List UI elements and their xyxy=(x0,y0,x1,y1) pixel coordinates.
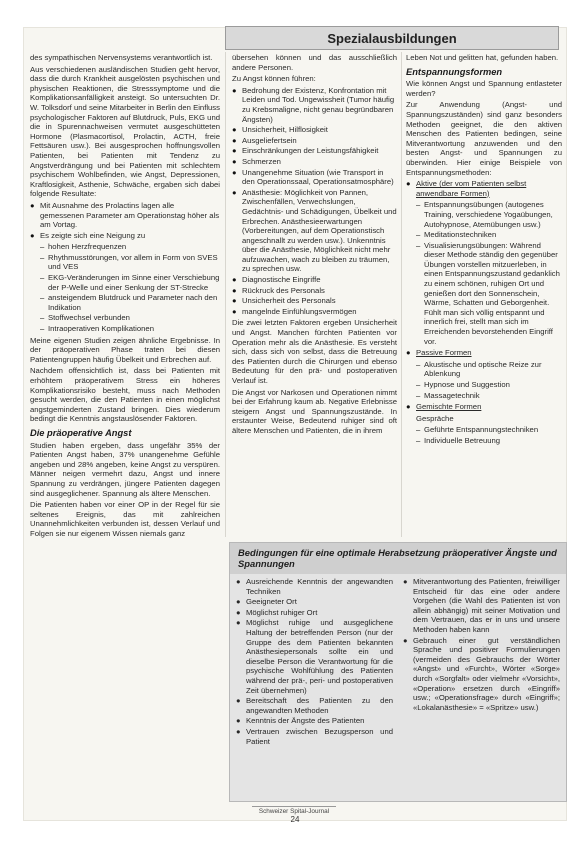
list-item: ● Aktive (der vom Patienten selbst anwendbare Formen) xyxy=(406,179,562,198)
dash-list xyxy=(406,425,562,445)
list-item: – ansteigendem Blutdruck und Parameter nach den Indikation xyxy=(38,293,220,312)
list-item: ● Unangenehme Situation (wie Transport in den Operationssaal, Operationsatmosphäre) xyxy=(232,168,397,187)
paragraph: Die Angst vor Narkosen und Operationen nimmt bei der Erfahrung kaum ab. Negative Erlebnisse steigern Angst und Spannungszustände. In erstaunter Weise, Bedeutend ruhiger sind oft ältere Menschen und Patienten, die in ihrem xyxy=(232,387,397,435)
paragraph: Leben Not und gelitten hat, gefunden haben. xyxy=(406,53,559,62)
box-columns xyxy=(236,577,560,747)
list-item: – Stoffwechsel verbunden xyxy=(38,313,220,323)
list-item: – Massagetechnik xyxy=(414,391,562,401)
paragraph: Die zwei letzten Faktoren ergeben Unsicherheit und Angst. Manchen fürchten Patienten vor Operation mehr als die Anästhesie. Es versteht sich, dass sich von selbst, dass die Betreuung des Patienten durch die Chirurgen und ebenso Bedeutung für den prä- und postoperativen Verlauf ist. xyxy=(232,318,397,385)
list-item: – Rhythmusstörungen, vor allem in Form von SVES und VES xyxy=(38,253,220,272)
list-item: ● Möglichst ruhiger Ort xyxy=(236,608,393,618)
list-item: ● Anästhesie: Möglichkeit von Pannen, Zwischenfällen, Verwechslungen, Gedächtnis- und Schädigungen, Übelkeit und Erbrechen. Anästhesieerwartungen (Vorbereitungen, auf dem Operationstisch angeschnallt zu werden usw.). Unkenntnis über die Anästhesie, Möglichkeit nicht mehr aufzuwachen, wach zu bleiben zu träumen, zu sprechen usw. xyxy=(232,188,397,274)
paragraph: Zu Angst können führen: xyxy=(232,74,316,84)
box-list-right xyxy=(403,577,560,747)
list-item: ● Unsicherheit, Hilflosigkeit xyxy=(232,125,397,135)
paragraph: Die Patienten haben vor einer OP in der Regel für sie seltenes Ereignis, das mit zahlreichen Unannehmlichkeiten verbunden ist, dessen Verlauf und Folgen sie nur eigenem Wissen niemals ganz xyxy=(30,500,220,538)
section-title: Spezialausbildungen xyxy=(327,30,457,46)
list-item: – Intraoperativen Komplikationen xyxy=(38,324,220,334)
list-item: – Geführte Entspannungstechniken xyxy=(414,425,562,435)
column-right xyxy=(406,53,562,448)
column-left xyxy=(30,53,220,541)
list-item: ● Rückruck des Personals xyxy=(232,286,397,296)
bullet-list xyxy=(232,86,397,317)
list-item: ● Möglichst ruhige und ausgeglichene Haltung der betreffenden Person (nur der Gruppe des dem Patienten bekannten Anästhesiepersonals sollte ein und dieselbe Person die Verantwortung für die psychische Wohlfühlung des Patienten während der prä-, peri- und postoperativen Zeit übernehmen) xyxy=(236,618,393,695)
page-number: 24 xyxy=(290,815,300,824)
list-item: – Individuelle Betreuung xyxy=(414,436,562,446)
bullet-list xyxy=(406,348,562,358)
list-item: – hohen Herzfrequenzen xyxy=(38,242,220,252)
list-item: ● Bereitschaft des Patienten zu den angewandten Methoden xyxy=(236,696,393,715)
list-item: – Entspannungsübungen (autogenes Training, verschiedene Yogaübungen, Autohypnose, Atemübungen usw.) xyxy=(414,200,562,229)
list-item: ● Diagnostische Eingriffe xyxy=(232,275,397,285)
list-item: – EKG-Veränderungen im Sinne einer Verschiebung der P-Welle und einer Senkung der ST-Strecke xyxy=(38,273,220,292)
list-item: ● Kenntnis der Ängste des Patienten xyxy=(236,716,393,726)
list-item: ● Bedrohung der Existenz, Konfrontation mit Leiden und Tod. Ungewissheit (Tumor häufig zu Krebsmaligne, nicht genau begründbaren Ängsten) xyxy=(232,86,397,124)
list-item: ● Mitverantwortung des Patienten, freiwilliger Entscheid für das eine oder andere Vorgehen (die Wahl des Patienten ist von allein abhängig) mit seiner Motivation und dem Vertrauen, das er in uns und unsere Methoden haben kann xyxy=(403,577,560,635)
paragraph: Nachdem offensichtlich ist, dass bei Patienten mit erhöhtem präoperativem Stress ein höheres Komplikationsrisiko besteht, muss nach Methoden gesucht werden, die den Patienten in einen möglichst angstgeminderten Zustand bringen. Dies wiederum bedingt die Kenntnis angstauslösender Faktoren. xyxy=(30,366,220,424)
list-item: ● Gemischte Formen xyxy=(406,402,562,412)
dash-list xyxy=(406,200,562,346)
box-list-left xyxy=(236,577,393,747)
column-divider xyxy=(225,52,226,537)
list-item: ● Passive Formen xyxy=(406,348,562,358)
paragraph: übersehen können und das ausschließlich andere Personen. xyxy=(232,53,397,72)
list-item: ● Es zeigte sich eine Neigung zu xyxy=(30,231,220,241)
list-item: ● Mit Ausnahme des Prolactins lagen alle gemessenen Parameter am Operationstag höher als am Vortag. xyxy=(30,201,220,230)
paragraph: Gespräche xyxy=(416,413,454,423)
column-divider xyxy=(401,52,402,537)
list-item: ● Schmerzen xyxy=(232,157,397,167)
paragraph: Wie können Angst und Spannung entlasteter werden? xyxy=(406,79,562,98)
list-item: ● Ausgeliefertsein xyxy=(232,136,397,146)
list-item: – Visualisierungsübungen: Während dieser Methode ständig den gegenüber Übungen vorstellen mitzuerleben, in einen Entspannungszustand gedanklich zu einem schönen, ruhigen Ort und genießen dort den Sonnenschein, Wärme, Schatten und Geborgenheit. Fühlt man sich völlig entspannt und innerlich frei, stellt man sich im Erreichenden bevorstehenden Eingriff vor. xyxy=(414,241,562,347)
list-item: – Hypnose und Suggestion xyxy=(414,380,562,390)
bullet-list xyxy=(406,179,562,198)
paragraph: Aus verschiedenen ausländischen Studien geht hervor, dass die durch Krankheit ausgelösten psychischen und physischen Reaktionen, die Stresssymptome und die Komplikationsanfälligkeit ansteigt. So untersuchten Dr. W. Tolksdorf und seine Mitarbeiter in Berlin den Einfluss psychologischer Faktoren auf Blutdruck, Puls, EKG und die in Spurennachweisen vermutet ausgeschütteten Hormone (Plasmacortisol, Prolactin, ACTH, freie Fettsäuren usw.). Bei ausgesprochen hoffnungsvollen Patienten, bei Patienten mit Tendenz zu Angstverdrängung und bei Patienten mit schlechtem psychischem Wohlbefinden, wie Angst, Depressionen, Kraftlosigkeit, Asthenie, Schwäche, ergaben sich dabei folgende Resultate: xyxy=(30,64,220,199)
list-item: ● Ausreichende Kenntnis der angewandten Techniken xyxy=(236,577,393,596)
list-item: – Akustische und optische Reize zur Ablenkung xyxy=(414,360,562,379)
dash-list xyxy=(30,242,220,333)
list-item: ● Gebrauch einer gut verständlichen Sprache und positiver Formulierungen (vermeiden des Gebrauchs der Wörter «Angst» und «Furcht», Wörter «Sorge» durch «Sorgfalt» oder vielmehr «Vorsicht», «Operation» ersetzen durch «Eingriff» usw.; «Operationsfrage» durch «Eingriff»; «Lokalanästhesie» = «Spritze» usw.) xyxy=(403,636,560,713)
section-header xyxy=(225,26,559,50)
paragraph: Meine eigenen Studien zeigen ähnliche Ergebnisse. In der präoperativen Phase traten bei diesen Patientengruppen häufig Übelkeit und Erbrechen auf. xyxy=(30,335,220,364)
list-item: ● mangelnde Einfühlungsvermögen xyxy=(232,307,397,317)
subheading: Die präoperative Angst xyxy=(30,427,132,438)
paragraph: Studien haben ergeben, dass ungefähr 35% der Patienten Angst haben, 37% unangenehme Gefühle angeben und 28% angeben, keine Angst zu verspüren. Männer neigen vermehrt dazu, Angst und innere Spannung zu verdrängen, jüngere Patienten dagegen sind ausgeglichener. Spannung als ältere Menschen. xyxy=(30,440,220,498)
dash-list xyxy=(406,360,562,400)
box-title: Bedingungen für eine optimale Herabsetzung präoperativer Ängste und Spannungen xyxy=(230,543,566,574)
paragraph: Zur Anwendung (Angst- und Spannungszuständen) sind ganz besonders Methoden geeignet, die den aktiven Menschen des Patienten bedingen, seine Mitverantwortung anzuwenden und den besten Angst- und Spannungen zu überwinden. Hier einige Beispiele von Entspannungsmethoden: xyxy=(406,100,562,177)
bullet-list xyxy=(30,201,220,240)
list-item: ● Unsicherheit des Personals xyxy=(232,296,397,306)
list-item: ● Vertrauen zwischen Bezugsperson und Patient xyxy=(236,727,393,746)
conditions-box xyxy=(229,542,567,802)
list-item: ● Einschränkungen der Leistungsfähigkeit xyxy=(232,146,397,156)
list-item: – Meditationstechniken xyxy=(414,230,562,240)
journal-footer: Schweizer Spital-Journal xyxy=(252,806,336,815)
subheading: Entspannungsformen xyxy=(406,66,503,77)
column-middle xyxy=(232,53,397,438)
bullet-list xyxy=(406,402,562,412)
paragraph: des sympathischen Nervensystems verantwortlich ist. xyxy=(30,53,213,62)
list-item: ● Geeigneter Ort xyxy=(236,597,393,607)
